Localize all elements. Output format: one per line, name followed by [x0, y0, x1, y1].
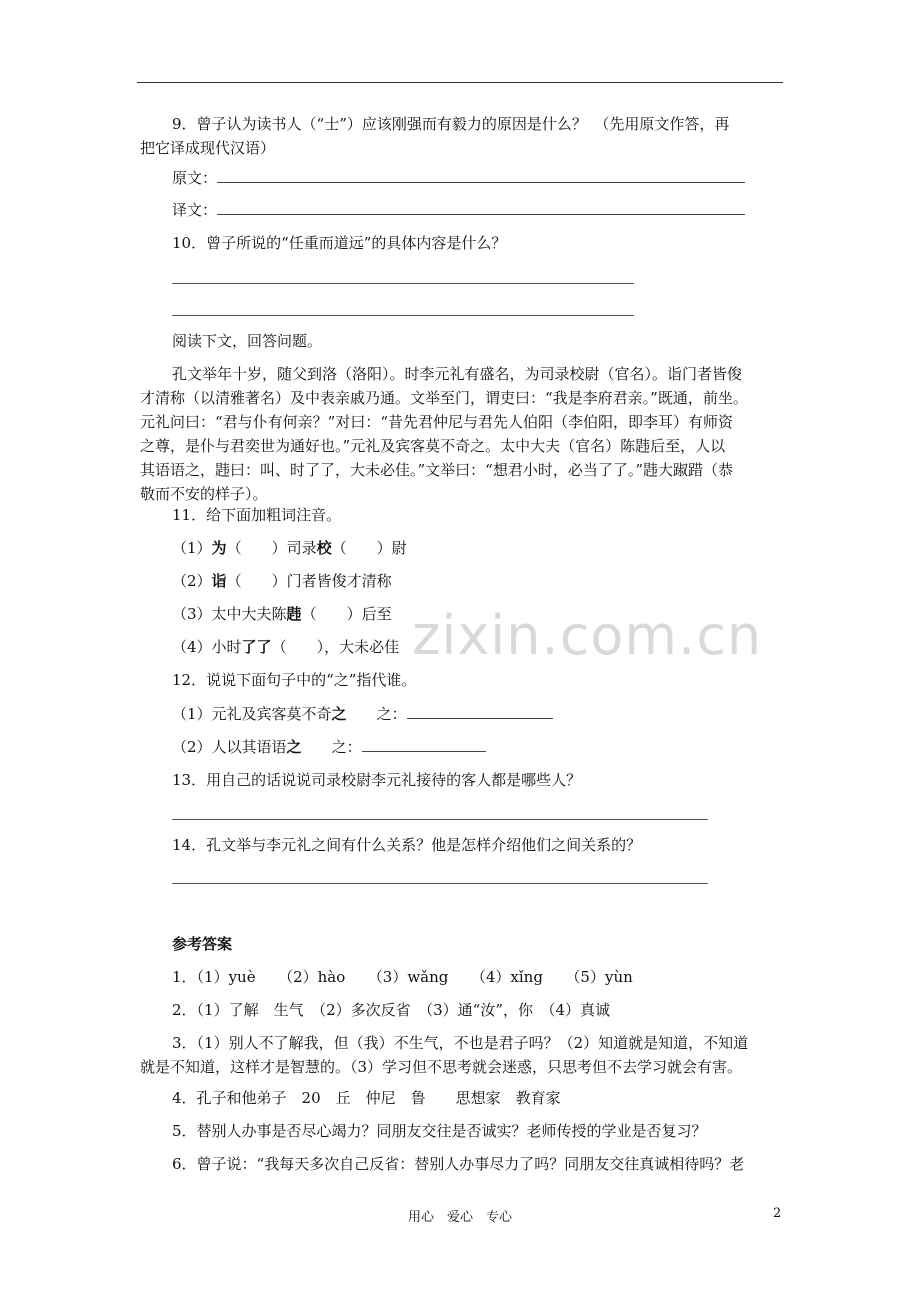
passage-line: 其语语之，韪曰：叫、时了了，大未必佳。”文举曰：“想君小时，必当了了。”韪大踧踖（恭	[140, 461, 734, 479]
question-13: 13．用自己的话说说司录校尉李元礼接待的客人都是哪些人？	[172, 771, 582, 789]
item-text: （3）太中大夫陈	[172, 605, 287, 623]
answer-3-line1: 3．（1）别人不了解我，但（我）不生气，不也是君子吗？（2）知道就是知道，不知道	[172, 1034, 749, 1052]
original-text-label: 原文：	[172, 169, 218, 187]
translation-answer	[172, 199, 745, 221]
translation-label: 译文：	[172, 201, 218, 219]
answer-4: 4．孔子和他弟子 20 丘 仲尼 鲁 思想家 教育家	[172, 1089, 561, 1107]
passage-line: 元礼问曰：“君与仆有何亲？”对曰：“昔先君仲尼与君先人伯阳（李伯阳，即李耳）有师资	[140, 413, 734, 431]
answer-2: 2．（1）了解 生气 （2）多次反省 （3）通“汝”，你 （4）真诚	[172, 1001, 611, 1019]
bold-word: 了了	[241, 638, 272, 656]
answer-5: 5．替别人办事是否尽心竭力？同朋友交往是否诚实？老师传授的学业是否复习？	[172, 1122, 707, 1140]
page-number: 2	[773, 1206, 782, 1221]
item-number: （1）	[172, 539, 212, 557]
answer-3-line2: 就是不知道，这样才是智慧的。（3）学习但不思考就会迷惑，只思考但不去学习就会有害。	[140, 1058, 743, 1076]
watermark: zixin.com.cn	[412, 604, 763, 667]
passage-line: 才清称（以清雅著名）及中表亲戚乃通。文举至门，谓吏曰：“我是李府君亲。”既通，前坐。	[140, 389, 748, 407]
bold-word: 诣	[211, 572, 227, 590]
item-number: （2）	[172, 572, 212, 590]
question-11-item-1	[172, 537, 407, 559]
question-10-answer-line-1[interactable]	[172, 283, 634, 284]
question-14: 14．孔文举与李元礼之间有什么关系？他是怎样介绍他们之间关系的？	[172, 836, 642, 854]
original-text-blank[interactable]	[217, 168, 745, 183]
item-text: （4）小时	[172, 638, 242, 656]
passage-line: 孔文举年十岁，随父到洛（洛阳）。时李元礼有盛名，为司录校尉（官名）。诣门者皆俊	[172, 365, 743, 383]
passage-line: 之尊，是仆与君奕世为通好也。”元礼及宾客莫不奇之。太中大夫（官名）陈韪后至，人以	[140, 437, 726, 455]
bold-word: 韪	[286, 605, 302, 623]
header-rule	[137, 82, 783, 83]
item-text: （ ），大未必佳	[271, 638, 400, 656]
reading-passage	[140, 362, 782, 506]
question-11-title: 11．给下面加粗词注音。	[172, 506, 342, 524]
answer-6: 6．曾子说：“我每天多次自己反省：替别人办事尽力了吗？同朋友交往真诚相待吗？老	[172, 1155, 745, 1173]
answers-heading: 参考答案	[172, 935, 233, 953]
question-14-answer-line[interactable]	[172, 883, 708, 884]
answer-3	[140, 1031, 782, 1079]
question-9	[140, 112, 782, 160]
item-text: （ ）后至	[301, 605, 392, 623]
answer-1: 1．（1）yuè （2）hào （3）wǎng （4）xǐng （5）yùn	[172, 968, 633, 986]
item-text: 之：	[301, 738, 362, 756]
question-9-line2: 把它译成现代汉语）	[140, 139, 276, 157]
question-13-answer-line[interactable]	[172, 819, 708, 820]
item-text: （ ）尉	[331, 539, 407, 557]
answer-blank[interactable]	[407, 704, 553, 719]
question-12-item-2	[172, 736, 486, 758]
passage-line: 敬而不安的样子）。	[140, 485, 268, 503]
question-9-line1: 9．曾子认为读书人（“士”）应该刚强而有毅力的原因是什么？ （先用原文作答，再	[172, 115, 730, 133]
answer-blank[interactable]	[362, 737, 486, 752]
reading-intro: 阅读下文，回答问题。	[172, 332, 323, 350]
item-text: 之：	[346, 705, 407, 723]
footer-text: 用心 爱心 专心	[407, 1210, 512, 1225]
bold-word: 为	[211, 539, 227, 557]
question-10-answer-line-2[interactable]	[172, 315, 634, 316]
bold-word: 之	[331, 705, 347, 723]
item-text: （ ）司录	[226, 539, 317, 557]
question-12-title: 12．说说下面句子中的“之”指代谁。	[172, 671, 417, 689]
question-12-item-1	[172, 703, 553, 725]
item-text: （ ）门者皆俊才清称	[226, 572, 392, 590]
item-text: （2）人以其语语	[172, 738, 287, 756]
bold-word: 之	[286, 738, 302, 756]
question-10: 10．曾子所说的“任重而道远”的具体内容是什么？	[172, 234, 507, 252]
original-text-answer	[172, 167, 745, 189]
translation-blank[interactable]	[217, 200, 745, 215]
question-11-item-4	[172, 636, 399, 658]
item-text: （1）元礼及宾客莫不奇	[172, 705, 332, 723]
bold-word: 校	[316, 539, 332, 557]
question-11-item-2	[172, 570, 392, 592]
question-11-item-3	[172, 603, 392, 625]
